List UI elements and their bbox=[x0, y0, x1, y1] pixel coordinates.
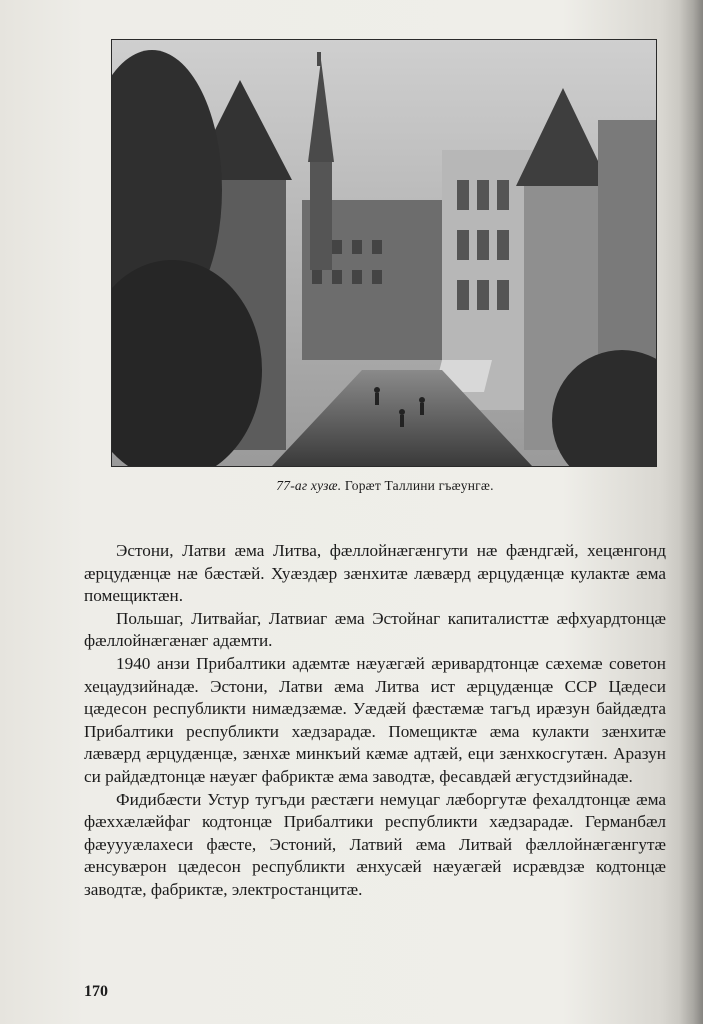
figure-caption-text: Горæт Таллини гъæунгæ. bbox=[344, 478, 494, 493]
paragraph-1: Эстони, Латви æма Литва, фæллойнæгæнгути нæ фæндгæй, хецæнгонд æрцудæнцæ нæ бæстæй. Хуæздæр зæнхитæ лæвæрд æрцудæнцæ кулактæ æма помещиктæн. bbox=[84, 541, 666, 606]
paragraph-4: Фидибæсти Устур тугъди рæстæги немуцаг лæборгутæ фехалдтонцæ æма фæххæлæйфаг кодтонцæ Прибалтики республикти хæдзарадæ. Германбæл фæуууæлахеси фæсте, Эстоний, Латвий æма Литвай фæллойнæгæнгутæ æнсувæрон цæдесон республикти æнхусæй нæуæгæй исрæвдзæ кодтонцæ заводтæ, фабриктæ, электростанцитæ. bbox=[84, 789, 666, 899]
figure-caption bbox=[150, 478, 620, 494]
page-edge-shadow bbox=[679, 0, 703, 1024]
figure-number: 77-аг хузæ. bbox=[276, 478, 342, 493]
tallinn-street-photo bbox=[112, 40, 656, 466]
photo-illustration bbox=[112, 40, 656, 466]
body-text bbox=[84, 540, 666, 902]
paragraph-3: 1940 анзи Прибалтики адæмтæ нæуæгæй æривардтонцæ сæхемæ советон хецаудзийнадæ. Эстони, Латви æма Литва ист æрцудæнцæ ССР Цæдеси цæдесон республикти нимæдзæмæ. Уæдæй фæстæмæ тагъд ирæзун байдæдта Прибалтики республикти хæдзарадæ. Помещиктæ æма кулакти зæнхитæ лæвæрд æрцудæнцæ, зæнхæ минкъий кæмæ адтæй, еци зæнхкосгутæн. Аразун си райдæдтонцæ нæуæг фабриктæ æма заводтæ, фесавдæй æгустдзийнадæ. bbox=[84, 653, 666, 786]
paragraph-2: Польшаг, Литвайаг, Латвиаг æма Эстойнаг капиталисттæ æфхуардтонцæ фæллойнæгæнæг адæмти. bbox=[84, 608, 666, 651]
page-number: 170 bbox=[84, 983, 108, 1000]
